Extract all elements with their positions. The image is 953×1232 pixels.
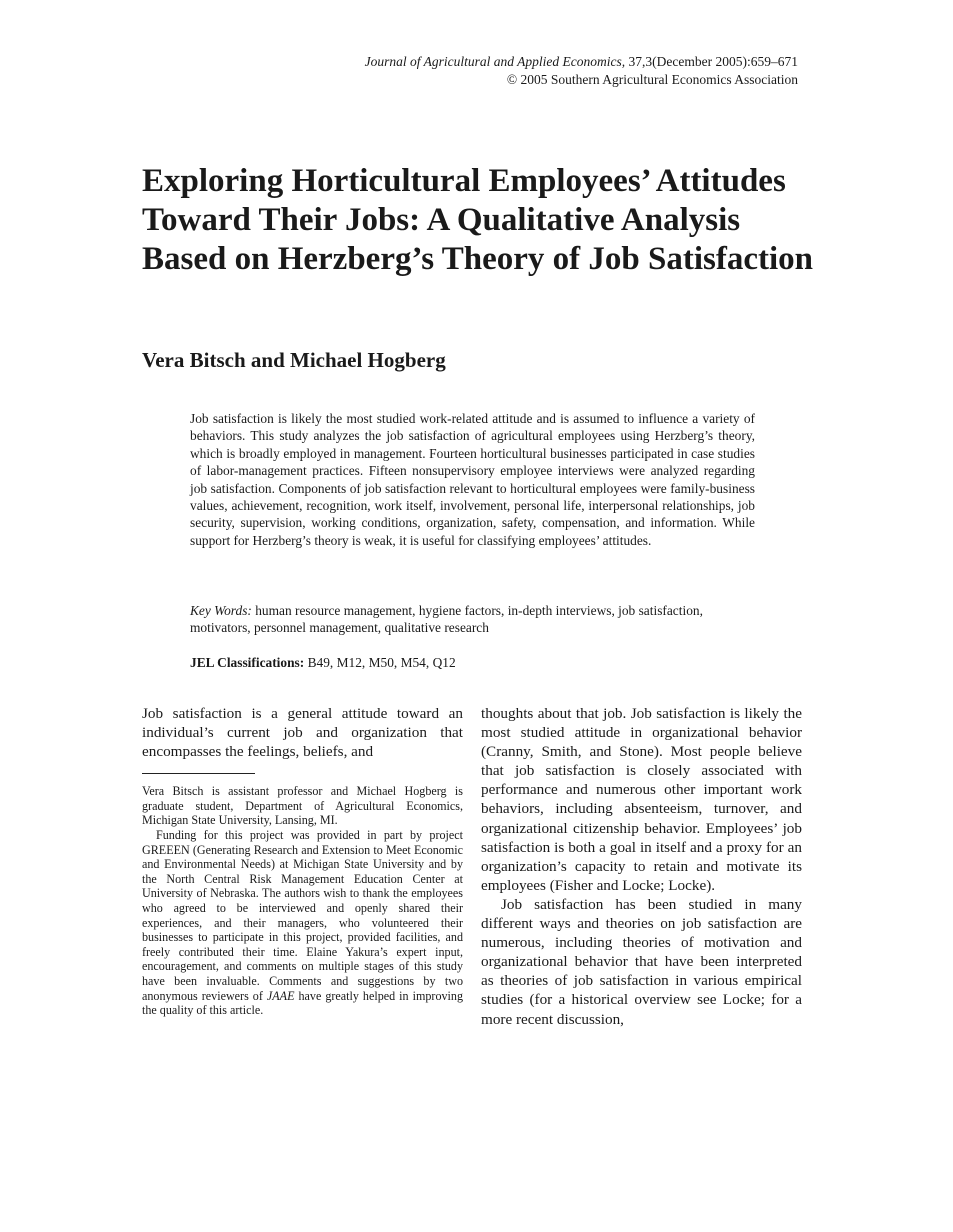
body-paragraph-right-2: Job satisfaction has been studied in many different ways and theories on job satisfaction are numerous, including theories of motivation and organizational behavior that have been interpreted as theories of job satisfaction in various empirical studies (for a historical overview see Locke; for a more recent discussion, — [481, 895, 802, 1028]
journal-citation-line — [365, 53, 798, 71]
jel-label: JEL Classifications: — [190, 655, 305, 670]
paper-authors: Vera Bitsch and Michael Hogberg — [142, 348, 446, 372]
abstract: Job satisfaction is likely the most studied work-related attitude and is assumed to influence a variety of behaviors. This study analyzes the job satisfaction of agricultural employees using Herzberg’s theory, which is broadly employed in management. Fourteen horticultural businesses participated in case studies of labor-management practices. Fifteen nonsupervisory employee interviews were analyzed regarding job satisfaction. Components of job satisfaction relevant to horticultural employees were family-business values, achievement, recognition, work itself, involvement, personal life, interpersonal relationships, job security, supervision, working conditions, organization, safety, compensation, and information. While support for Herzberg’s theory is weak, it is useful for classifying employees’ attitudes. — [190, 411, 755, 548]
keywords — [190, 602, 755, 637]
body-paragraph-left: Job satisfaction is a general attitude toward an individual’s current job and organization that encompasses the feelings, beliefs, and — [142, 705, 463, 761]
footnote-funding — [142, 828, 463, 1018]
paper-title: Exploring Horticultural Employees’ Attitudes Toward Their Jobs: A Qualitative Analysis Based on Herzberg’s Theory of Job Satisfaction — [142, 163, 813, 277]
footnote-journal-abbrev: JAAE — [266, 988, 295, 1003]
body-paragraph-right-1: thoughts about that job. Job satisfaction is likely the most studied attitude in organizational behavior (Cranny, Smith, and Stone). Most people believe that job satisfaction is closely associated with performance and numerous other important work behaviors, including absenteeism, turnover, and organizational citizenship behavior. Employees’ job satisfaction is both a goal in itself and a proxy for an organization’s capacity to retain and motivate its employees (Fisher and Locke; Locke). — [481, 705, 802, 894]
copyright-line: © 2005 Southern Agricultural Economics Association — [506, 72, 798, 87]
jel-codes: B49, M12, M50, M54, Q12 — [307, 655, 456, 670]
keywords-text: human resource management, hygiene factors, in-depth interviews, job satisfaction, motivators, personnel management, qualitative research — [190, 603, 703, 636]
footnote-divider — [142, 773, 255, 774]
journal-name: Journal of Agricultural and Applied Economics, — [364, 54, 626, 69]
journal-citation: 37,3(December 2005):659–671 — [628, 54, 798, 69]
keywords-label: Key Words: — [190, 603, 252, 618]
journal-header — [365, 53, 798, 89]
footnote-affiliation: Vera Bitsch is assistant professor and Michael Hogberg is graduate student, Department of Agricultural Economics, Michigan State University, Lansing, MI. — [142, 784, 463, 828]
right-column — [481, 704, 802, 1029]
jel-classifications — [190, 655, 456, 671]
left-column — [142, 704, 463, 1018]
footnote-funding-end: have greatly helped in improving the quality of this article. — [142, 988, 464, 1018]
footnote-funding-text: Funding for this project was provided in part by project GREEEN (Generating Research and Extension to Meet Economic and Environmental Needs) at Michigan State University and by the North Central Risk Management Education Center at University of Nebraska. The authors wish to thank the employees who agreed to be interviewed and openly shared their experiences, and their managers, who volunteered their businesses to participate in this project, provided facilities, and freely contributed their time. Elaine Yakura’s expert input, encouragement, and comments on multiple stages of this study have been invaluable. Comments and suggestions by two anonymous reviewers of — [142, 828, 463, 1003]
